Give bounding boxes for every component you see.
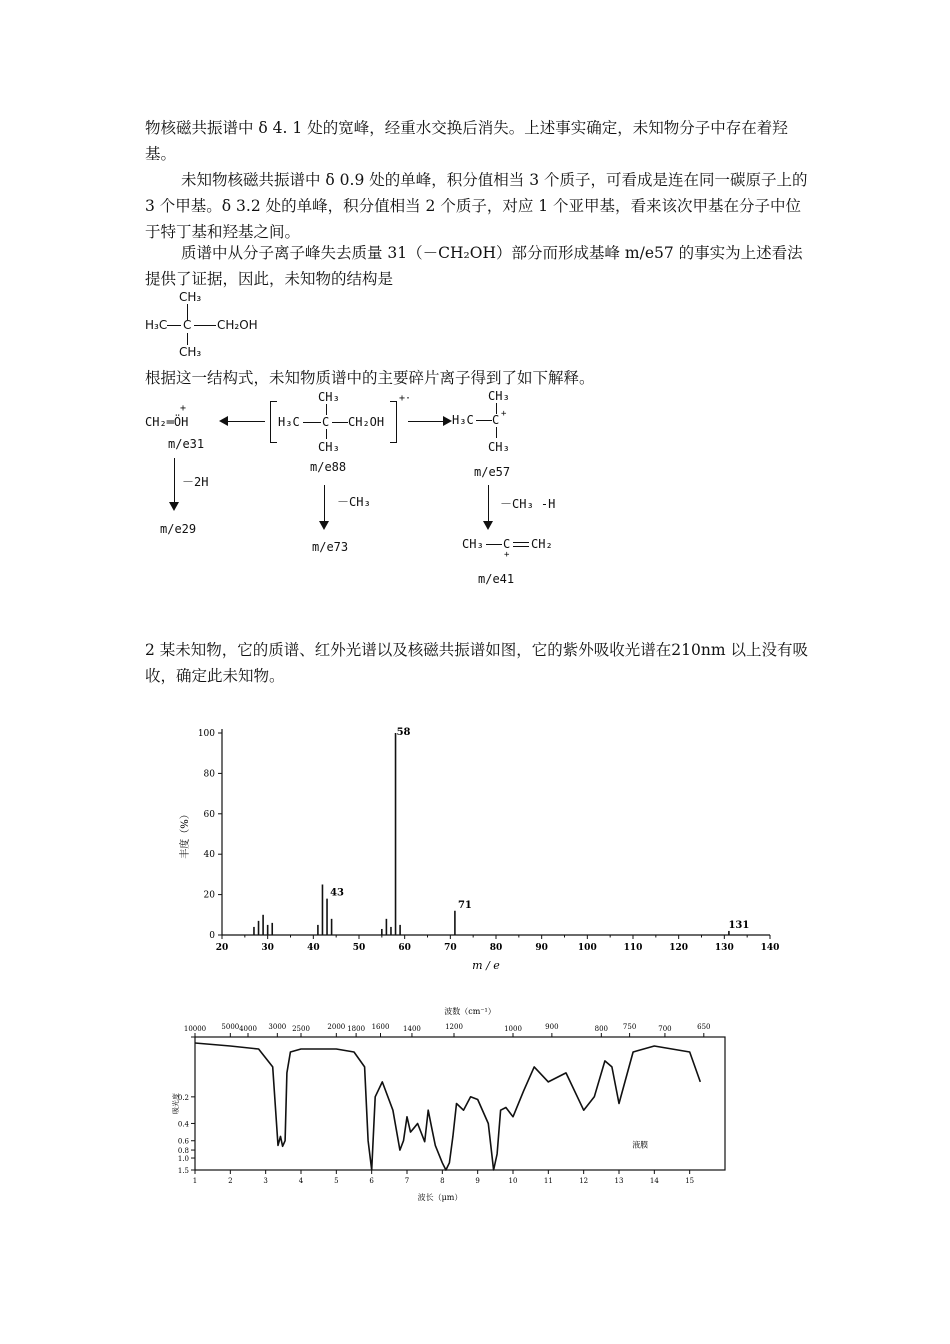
structure-bond-bottom bbox=[187, 333, 188, 345]
bracket-ch3-bottom: CH₃ bbox=[318, 440, 340, 454]
label-me41: m/e41 bbox=[478, 572, 515, 586]
ir-spectrum-chart bbox=[170, 1005, 740, 1210]
arrow-down-1 bbox=[174, 458, 175, 506]
ir-annotation: 液膜 bbox=[632, 1140, 649, 1150]
ms-x-tick-label: 30 bbox=[261, 943, 274, 953]
ms-peak-label-43: 43 bbox=[330, 887, 344, 899]
ir-top-tick-label: 10000 bbox=[183, 1025, 207, 1033]
ms-y-tick-label: 80 bbox=[203, 769, 215, 780]
ir-top-tick-label: 700 bbox=[658, 1025, 672, 1033]
ir-x-tick-label: 14 bbox=[649, 1177, 659, 1185]
ms-x-tick-label: 90 bbox=[535, 943, 548, 953]
arrowhead-down-1 bbox=[169, 502, 179, 511]
paragraph-1: 物核磁共振谱中 δ 4. 1 处的宽峰，经重水交换后消失。上述事实确定，未知物分子中存在着羟基。 bbox=[145, 119, 788, 163]
ir-y-axis-label: 吸光度 bbox=[172, 1093, 180, 1114]
ms-x-tick-label: 50 bbox=[352, 943, 366, 953]
ms-x-tick-label: 40 bbox=[307, 943, 320, 953]
ir-x-axis-label: 波长（μm） bbox=[417, 1193, 463, 1202]
structure-ch2oh: CH₂OH bbox=[217, 318, 258, 332]
arrowhead-right bbox=[443, 416, 452, 426]
ir-y-tick-label: 0.4 bbox=[177, 1120, 189, 1129]
ms-x-tick-label: 70 bbox=[444, 943, 457, 953]
arrow-down-3 bbox=[488, 485, 489, 525]
ms-y-tick-label: 0 bbox=[209, 931, 215, 941]
arrowhead-left bbox=[219, 416, 228, 426]
ms-y-tick-label: 20 bbox=[203, 890, 215, 901]
arrowhead-down-2 bbox=[319, 521, 329, 530]
ir-y-tick-label: 0.2 bbox=[177, 1093, 189, 1102]
cation-c: C bbox=[492, 413, 500, 427]
ir-x-tick-label: 2 bbox=[228, 1177, 233, 1185]
bracket-bond-right bbox=[332, 422, 348, 423]
structure-bond-right bbox=[194, 325, 216, 326]
alkene-plus: + bbox=[504, 550, 510, 560]
ir-x-tick-label: 1 bbox=[192, 1177, 198, 1185]
bracket-bond-left bbox=[303, 422, 321, 423]
ir-spectrum-line bbox=[195, 1043, 700, 1170]
ms-peak-label-131: 131 bbox=[728, 919, 750, 931]
ms-x-tick-label: 20 bbox=[215, 943, 229, 953]
alkene-c: C bbox=[503, 537, 511, 551]
bracket-right bbox=[390, 401, 397, 443]
ms-y-tick-label: 60 bbox=[203, 809, 215, 820]
structure-ch3-top: CH₃ bbox=[179, 290, 202, 304]
ir-top-tick-label: 2000 bbox=[327, 1023, 346, 1031]
ir-x-tick-label: 9 bbox=[475, 1177, 480, 1185]
bracket-left bbox=[270, 401, 277, 443]
ir-x-tick-label: 12 bbox=[579, 1177, 589, 1185]
oxonium-ion: CH₂═ÖH bbox=[145, 415, 189, 429]
arrow-right bbox=[408, 421, 444, 422]
label-minus-ch3: －CH₃ bbox=[337, 495, 371, 509]
bracket-bond-bottom bbox=[326, 429, 327, 439]
alkene-ch2: CH₂ bbox=[531, 537, 553, 551]
ir-top-tick-label: 4000 bbox=[239, 1025, 257, 1033]
arrowhead-down-3 bbox=[483, 521, 493, 530]
ir-y-tick-label: 1.5 bbox=[177, 1167, 189, 1175]
ir-y-tick-label: 0.8 bbox=[177, 1147, 189, 1156]
structure-ch3-bottom: CH₃ bbox=[179, 345, 202, 359]
ms-x-tick-label: 120 bbox=[669, 943, 689, 953]
ms-x-tick-label: 140 bbox=[760, 943, 780, 953]
structure-h3c: H₃C bbox=[145, 318, 168, 332]
ir-top-tick-label: 1400 bbox=[403, 1025, 421, 1033]
ir-x-tick-label: 7 bbox=[404, 1177, 410, 1185]
ir-top-tick-label: 900 bbox=[545, 1023, 559, 1031]
ms-y-axis-label: 丰度（%） bbox=[180, 809, 191, 859]
paragraph-3: 质谱中从分子离子峰失去质量 31（－CH₂OH）部分而形成基峰 m/e57 的事实为上述看法提供了证据，因此，未知物的结构是 bbox=[145, 244, 803, 288]
ir-x-tick-label: 8 bbox=[440, 1177, 445, 1185]
ir-top-axis-title: 波数（cm⁻¹） bbox=[444, 1007, 496, 1016]
cation-plus: + bbox=[501, 409, 507, 419]
structure-c: C bbox=[183, 318, 192, 332]
ms-x-tick-label: 80 bbox=[489, 943, 503, 953]
question-2: 2 某未知物，它的质谱、红外光谱以及核磁共振谱如图，它的紫外吸收光谱在210nm 以上没有吸收，确定此未知物。 bbox=[145, 641, 808, 685]
label-me88: m/e88 bbox=[310, 460, 347, 474]
bracket-c: C bbox=[322, 415, 330, 429]
ms-peak-label-58: 58 bbox=[396, 727, 411, 738]
ms-x-tick-label: 130 bbox=[714, 943, 734, 953]
ir-top-tick-label: 5000 bbox=[221, 1023, 240, 1031]
ms-peak-label-71: 71 bbox=[457, 899, 472, 911]
ir-top-tick-label: 800 bbox=[594, 1025, 609, 1033]
label-minus-ch3-h: －CH₃ -H bbox=[500, 497, 556, 511]
ir-x-tick-label: 15 bbox=[685, 1177, 695, 1185]
label-me73: m/e73 bbox=[312, 540, 349, 554]
ir-top-tick-label: 1800 bbox=[347, 1025, 366, 1033]
ir-x-tick-label: 6 bbox=[369, 1177, 374, 1185]
ir-y-tick-label: 0.6 bbox=[177, 1137, 189, 1146]
ir-x-tick-label: 4 bbox=[298, 1177, 304, 1185]
ms-y-tick-label: 100 bbox=[197, 729, 215, 739]
alkene-bond-double-1 bbox=[513, 542, 529, 543]
paragraph-2: 未知物核磁共振谱中 δ 0.9 处的单峰，积分值相当 3 个质子，可看成是连在同一碳原子上的 3 个甲基。δ 3.2 处的单峰，积分值相当 2 个质子，对应 1 个亚甲基，看来该次甲基在分子中位于特丁基和羟基之间。 bbox=[145, 171, 808, 241]
arrow-down-2 bbox=[324, 485, 325, 525]
label-me31: m/e31 bbox=[168, 437, 205, 451]
ir-top-tick-label: 1200 bbox=[445, 1023, 463, 1031]
bracket-ch3-top: CH₃ bbox=[318, 390, 340, 404]
bracket-ch2oh: CH₂OH bbox=[348, 415, 385, 429]
ms-x-tick-label: 100 bbox=[577, 943, 597, 953]
cation-bond-left bbox=[476, 420, 492, 421]
oxonium-plus: + bbox=[180, 403, 187, 414]
ir-x-tick-label: 11 bbox=[543, 1177, 553, 1185]
ir-top-tick-label: 2500 bbox=[292, 1025, 310, 1033]
ms-x-tick-label: 110 bbox=[623, 943, 643, 953]
radical-cation-sign: +· bbox=[399, 393, 412, 404]
bracket-h3c: H₃C bbox=[278, 415, 300, 429]
ms-x-tick-label: 60 bbox=[398, 943, 411, 953]
label-me29: m/e29 bbox=[160, 522, 197, 536]
alkene-bond-single bbox=[486, 544, 502, 545]
ir-x-tick-label: 13 bbox=[614, 1177, 624, 1185]
ir-top-tick-label: 750 bbox=[622, 1023, 637, 1031]
cation-ch3-bottom: CH₃ bbox=[488, 440, 510, 454]
paragraph-4: 根据这一结构式，未知物质谱中的主要碎片离子得到了如下解释。 bbox=[145, 369, 595, 387]
ms-x-axis-label: m / e bbox=[472, 959, 500, 972]
alkene-ch3: CH₃ bbox=[462, 537, 484, 551]
arrow-left bbox=[225, 421, 265, 422]
structure-bond-left bbox=[167, 325, 181, 326]
ir-top-tick-label: 1000 bbox=[504, 1025, 522, 1033]
alkene-bond-double-2 bbox=[513, 546, 529, 547]
ir-top-tick-label: 650 bbox=[697, 1023, 711, 1031]
cation-bond-bottom bbox=[496, 427, 497, 438]
cation-ch3-top: CH₃ bbox=[488, 389, 510, 403]
ir-x-tick-label: 5 bbox=[334, 1177, 339, 1185]
ir-top-tick-label: 1600 bbox=[371, 1023, 390, 1031]
ms-y-tick-label: 40 bbox=[203, 850, 215, 861]
structure-formula bbox=[145, 290, 275, 360]
label-minus-2h: －2H bbox=[182, 475, 209, 489]
label-me57: m/e57 bbox=[474, 465, 511, 479]
cation-h3c: H₃C bbox=[452, 413, 474, 427]
ir-x-tick-label: 10 bbox=[508, 1177, 518, 1185]
bracket-bond-top bbox=[326, 404, 327, 415]
ir-y-tick-label: 1.0 bbox=[177, 1155, 189, 1164]
ir-top-tick-label: 3000 bbox=[268, 1023, 287, 1031]
fragmentation-scheme bbox=[140, 385, 660, 595]
mass-spectrum-chart bbox=[170, 715, 790, 985]
ir-x-tick-label: 3 bbox=[263, 1177, 268, 1185]
